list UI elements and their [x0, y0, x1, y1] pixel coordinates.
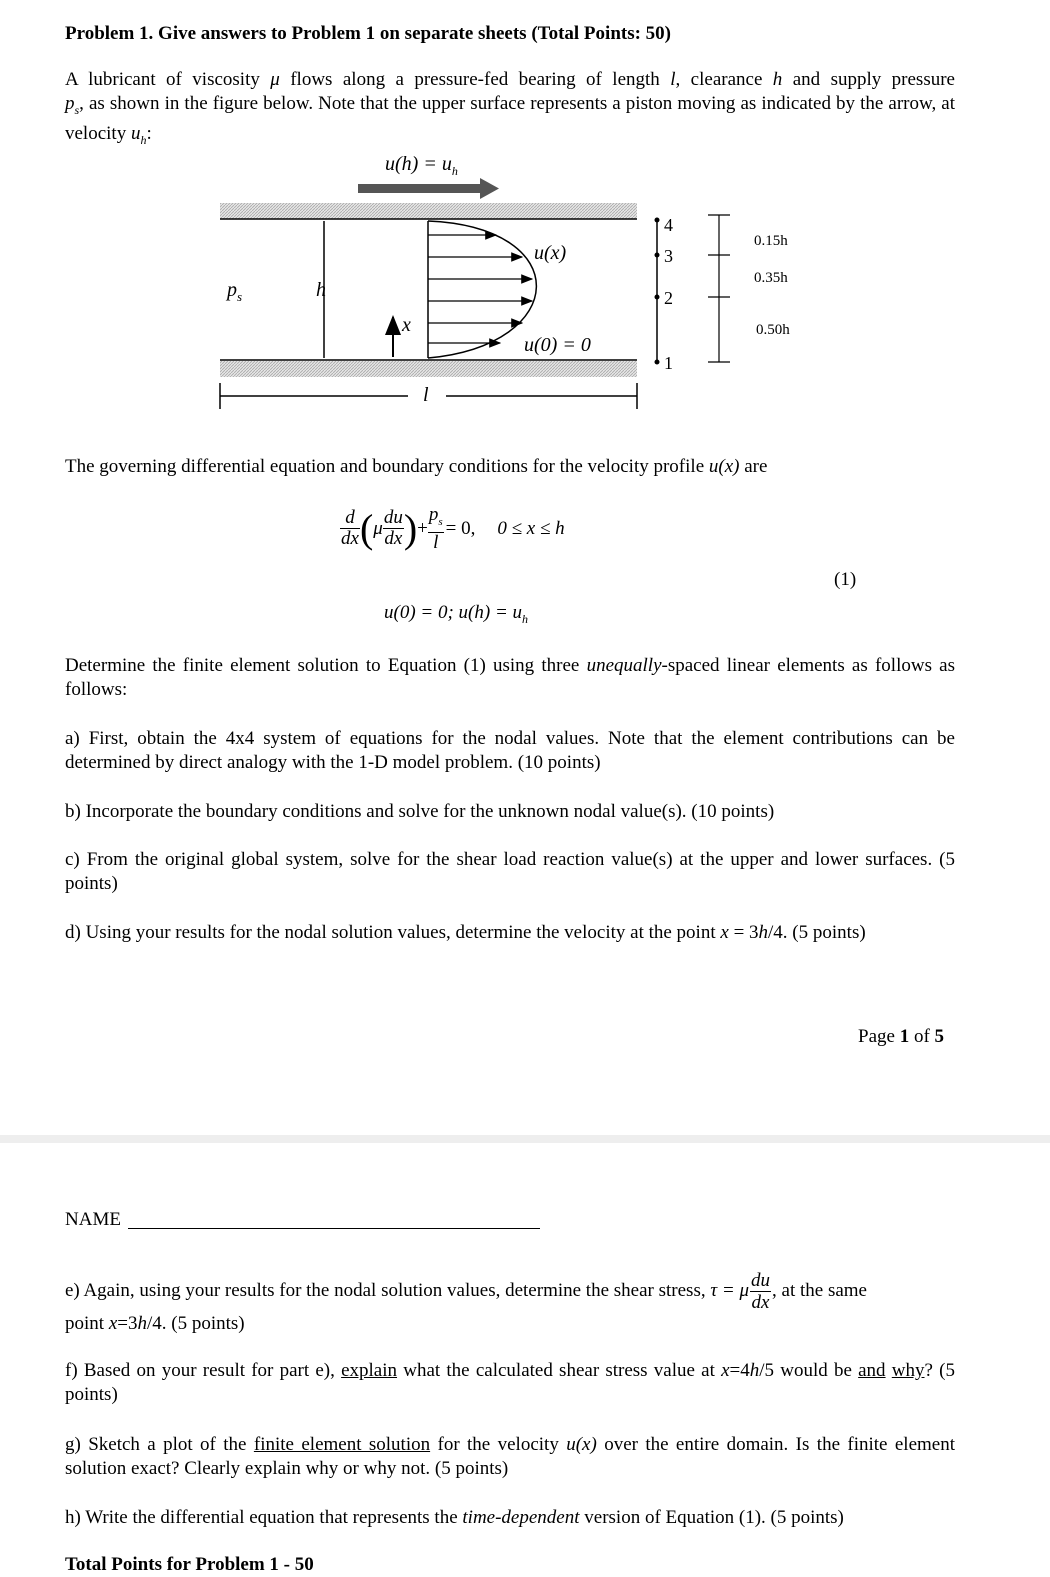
part-d: d) Using your results for the nodal solution values, determine the velocity at the point x = 3h/4. (5 points) — [65, 922, 866, 943]
part-a: a) First, obtain the 4x4 system of equations for the nodal values. Note that the element contributions can be determined by direct analogy with the 1-D model problem. (10 points) — [65, 728, 955, 773]
node-label-4: 4 — [664, 215, 673, 235]
l-label: l — [423, 384, 429, 406]
node-label-1: 1 — [664, 353, 673, 373]
figure-drawing — [0, 145, 1050, 425]
problem-title: Problem 1. Give answers to Problem 1 on separate sheets (Total Points: 50) — [65, 23, 672, 44]
u0-label: u(0) = 0 — [524, 334, 591, 356]
h-label: h — [316, 279, 326, 301]
upper-wall — [220, 203, 637, 219]
governing-text: The governing differential equation and boundary conditions for the velocity profile u(x) are — [65, 456, 768, 477]
part-g: g) Sketch a plot of the finite element solution for the velocity u(x) over the entire domain. Is the finite element solution exact? Clearly explain why or why not. (5 points) — [65, 1434, 955, 1479]
name-line[interactable] — [128, 1228, 540, 1229]
part-b: b) Incorporate the boundary conditions and solve for the unknown nodal value(s). (10 points) — [65, 801, 775, 822]
ps-label: $p_s$ — [227, 279, 243, 304]
piston-arrow-icon — [358, 178, 499, 199]
node-label-2: 2 — [664, 288, 673, 308]
part-e: e) Again, using your results for the nodal solution values, determine the shear stress, τ = μ $\frac{du}{dx}$ , at the same — [65, 1270, 867, 1313]
bearing-figure — [0, 145, 1050, 425]
piston-velocity-label: $u(h) = u_h$ — [385, 153, 458, 178]
x-axis-label: x — [402, 314, 411, 336]
part-h: h) Write the differential equation that represents the time-dependent version of Equation (1). (5 points) — [65, 1507, 844, 1528]
lower-wall — [220, 361, 637, 377]
page-separator — [0, 1135, 1050, 1143]
determine-paragraph: Determine the finite element solution to Equation (1) using three unequally-spaced linear elements as follows as follows: — [65, 655, 955, 700]
spacing-dimensions — [708, 215, 730, 362]
equation-number: (1) — [834, 569, 857, 590]
velocity-profile — [428, 221, 536, 358]
element-mesh — [655, 218, 660, 365]
page-number: Page 1 of 5 — [858, 1026, 945, 1047]
part-f: f) Based on your result for part e), explain what the calculated shear stress value at x=4h/5 would be and why? (5 points) — [65, 1360, 955, 1405]
boundary-conditions: u(0) = 0; $u(h) = u_h$ — [384, 602, 529, 626]
spacing-label-bottom: 0.50h — [756, 322, 790, 338]
governing-equation: $\frac{d}{dx}$ (μ $\frac{du}{dx}$ )+ $\frac{p_s}{l}$ = 0, 0 ≤ x ≤ h — [341, 504, 565, 553]
part-e-cont: point x=3h/4. (5 points) — [65, 1313, 245, 1334]
name-label: NAME — [65, 1209, 121, 1230]
spacing-label-mid: 0.35h — [754, 270, 788, 286]
node-label-3: 3 — [664, 246, 673, 266]
spacing-label-top: 0.15h — [754, 233, 788, 249]
ux-label: u(x) — [534, 242, 567, 264]
part-c: c) From the original global system, solve for the shear load reaction value(s) at the upper and lower surfaces. (5 points) — [65, 849, 955, 894]
intro-paragraph-cont: $p_s$, as shown in the figure below. Note that the upper surface represents a piston moving as indicated by the arrow, at velocity $u_h$: — [65, 93, 955, 147]
total-points-footer: Total Points for Problem 1 - 50 — [65, 1554, 314, 1575]
intro-paragraph: A lubricant of viscosity μ flows along a pressure-fed bearing of length l, clearance h and supply pressure — [65, 69, 955, 90]
